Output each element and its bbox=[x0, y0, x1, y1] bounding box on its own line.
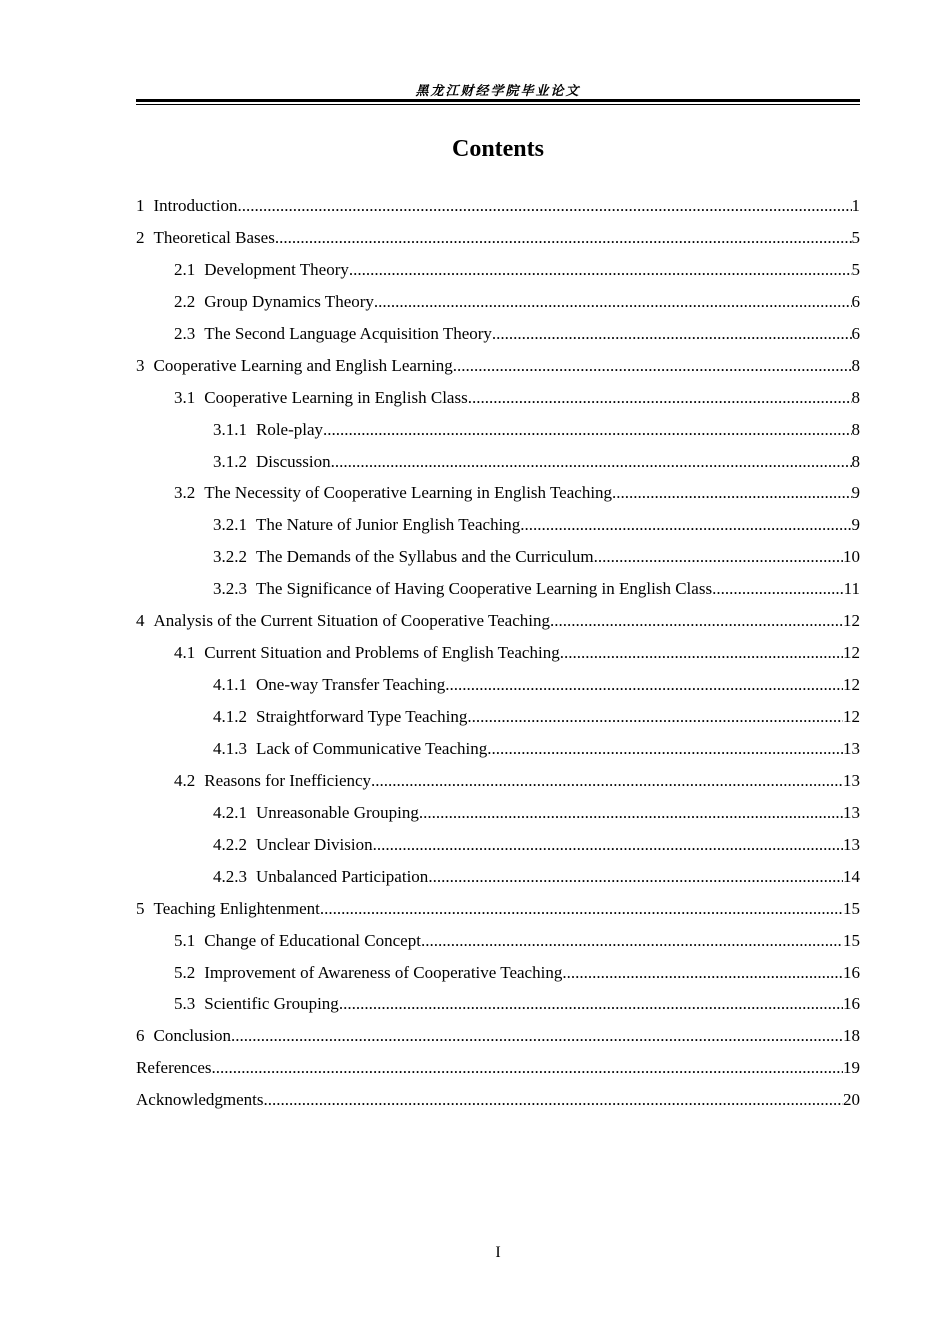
toc-entry[interactable] bbox=[136, 669, 860, 701]
toc-entry[interactable] bbox=[136, 414, 860, 446]
toc-dot-leader bbox=[467, 701, 843, 733]
toc-entry-title: The Second Language Acquisition Theory bbox=[204, 323, 492, 343]
toc-entry[interactable] bbox=[136, 765, 860, 797]
toc-entry[interactable] bbox=[136, 829, 860, 861]
toc-entry-number: 1 bbox=[136, 196, 145, 215]
toc-entry-title: Discussion bbox=[256, 451, 331, 471]
toc-dot-leader bbox=[331, 446, 852, 478]
toc-entry[interactable] bbox=[136, 605, 860, 637]
toc-entry-title: Scientific Grouping bbox=[204, 994, 339, 1014]
toc-entry[interactable] bbox=[136, 254, 860, 286]
toc-dot-leader bbox=[428, 861, 843, 893]
toc-entry-page: 11 bbox=[843, 579, 860, 599]
page-header-title: 黑龙江财经学院毕业论文 bbox=[415, 84, 581, 99]
toc-entry-number: 2.1 bbox=[174, 259, 196, 279]
toc-entry-page: 12 bbox=[843, 707, 860, 726]
toc-entry-page: 5 bbox=[851, 259, 860, 279]
toc-dot-leader bbox=[349, 254, 852, 286]
toc-entry-number: 2.2 bbox=[174, 291, 196, 311]
toc-entry-page: 15 bbox=[843, 930, 860, 950]
toc-entry-title: Unclear Division bbox=[256, 834, 373, 854]
toc-dot-leader bbox=[550, 605, 843, 637]
toc-entry-page: 13 bbox=[843, 770, 860, 790]
toc-entry-page: 13 bbox=[843, 834, 860, 854]
toc-entry-title: Improvement of Awareness of Cooperative Teaching bbox=[204, 962, 563, 982]
toc-dot-leader bbox=[560, 637, 843, 669]
toc-entry-page: 12 bbox=[843, 611, 860, 631]
toc-dot-leader bbox=[419, 797, 843, 829]
toc-entry[interactable] bbox=[136, 318, 860, 350]
toc-entry-number: 2.3 bbox=[174, 323, 196, 343]
toc-entry-title: The Nature of Junior English Teaching bbox=[256, 515, 521, 535]
toc-entry-title: References bbox=[136, 1058, 212, 1078]
toc-dot-leader bbox=[520, 509, 851, 541]
toc-entry-title: Change of Educational Concept bbox=[204, 930, 421, 950]
toc-entry-number: 4 bbox=[136, 611, 145, 631]
toc-entry-page: 18 bbox=[843, 1026, 860, 1046]
toc-dot-leader bbox=[492, 318, 852, 350]
toc-dot-leader bbox=[212, 1052, 843, 1084]
toc-entry-title: Role-play bbox=[256, 419, 324, 439]
toc-entry-title: Conclusion bbox=[153, 1026, 231, 1046]
toc-entry[interactable] bbox=[136, 190, 860, 222]
table-of-contents bbox=[136, 190, 860, 1116]
toc-entry-number: 4.2.2 bbox=[213, 834, 247, 854]
toc-entry[interactable] bbox=[136, 222, 860, 254]
header-rule-thick bbox=[136, 99, 860, 102]
toc-entry-number: 4.1.3 bbox=[213, 738, 247, 758]
toc-dot-leader bbox=[339, 988, 843, 1020]
toc-dot-leader bbox=[445, 669, 843, 701]
toc-dot-leader bbox=[320, 893, 843, 925]
toc-entry[interactable] bbox=[136, 957, 860, 989]
toc-entry-title: Introduction bbox=[153, 196, 238, 215]
toc-entry-number: 5.2 bbox=[174, 962, 196, 982]
toc-entry-page: 14 bbox=[843, 866, 860, 886]
toc-entry-number: 5 bbox=[136, 898, 145, 918]
toc-entry-page: 5 bbox=[851, 227, 860, 247]
toc-entry[interactable] bbox=[136, 988, 860, 1020]
toc-entry-page: 10 bbox=[843, 547, 860, 567]
toc-entry-title: Cooperative Learning and English Learning bbox=[153, 355, 453, 375]
toc-entry-page: 16 bbox=[843, 994, 860, 1014]
toc-entry-title: Group Dynamics Theory bbox=[204, 291, 374, 311]
toc-entry-number: 3.2 bbox=[174, 483, 196, 503]
toc-entry-page: 6 bbox=[851, 291, 860, 311]
toc-entry[interactable] bbox=[136, 893, 860, 925]
toc-entry-title: Current Situation and Problems of English Teaching bbox=[204, 643, 560, 663]
toc-entry-page: 8 bbox=[851, 355, 860, 375]
toc-entry[interactable] bbox=[136, 925, 860, 957]
toc-dot-leader bbox=[371, 765, 843, 797]
toc-entry-number: 3.2.3 bbox=[213, 579, 247, 599]
toc-entry-page: 12 bbox=[843, 675, 860, 695]
toc-entry-title: Straightforward Type Teaching bbox=[256, 707, 468, 726]
toc-entry[interactable] bbox=[136, 286, 860, 318]
toc-dot-leader bbox=[231, 1020, 843, 1052]
toc-entry-number: 3 bbox=[136, 355, 145, 375]
toc-entry-title: Acknowledgments bbox=[136, 1090, 264, 1110]
toc-dot-leader bbox=[612, 477, 851, 509]
toc-entry-number: 3.1.1 bbox=[213, 419, 247, 439]
toc-dot-leader bbox=[263, 1084, 843, 1116]
toc-entry-page: 12 bbox=[843, 643, 860, 663]
toc-entry[interactable] bbox=[136, 1020, 860, 1052]
toc-entry-number: 4.1 bbox=[174, 643, 196, 663]
toc-entry[interactable] bbox=[136, 797, 860, 829]
toc-dot-leader bbox=[562, 957, 843, 989]
toc-dot-leader bbox=[487, 733, 843, 765]
toc-entry-page: 9 bbox=[851, 515, 860, 535]
toc-entry[interactable] bbox=[136, 509, 860, 541]
toc-dot-leader bbox=[373, 829, 843, 861]
toc-entry-page: 16 bbox=[843, 962, 860, 982]
toc-entry-page: 1 bbox=[851, 196, 860, 215]
toc-entry-number: 5.3 bbox=[174, 994, 196, 1014]
toc-entry-number: 4.2.1 bbox=[213, 802, 247, 822]
toc-dot-leader bbox=[421, 925, 843, 957]
toc-entry[interactable] bbox=[136, 733, 860, 765]
toc-entry[interactable] bbox=[136, 350, 860, 382]
toc-entry-number: 6 bbox=[136, 1026, 145, 1046]
contents-heading: Contents bbox=[451, 136, 544, 162]
toc-entry-page: 19 bbox=[843, 1058, 860, 1078]
toc-entry-title: Teaching Enlightenment bbox=[153, 898, 320, 918]
toc-entry-title: Analysis of the Current Situation of Cooperative Teaching bbox=[153, 611, 550, 631]
toc-dot-leader bbox=[468, 382, 852, 414]
toc-dot-leader bbox=[453, 350, 852, 382]
toc-entry-number: 3.1.2 bbox=[213, 451, 247, 471]
toc-entry-number: 4.2.3 bbox=[213, 866, 247, 886]
header-rule-thin bbox=[136, 104, 860, 105]
toc-entry-page: 20 bbox=[843, 1090, 860, 1110]
toc-entry-title: One-way Transfer Teaching bbox=[256, 675, 446, 695]
toc-entry[interactable] bbox=[136, 1084, 860, 1116]
page-number: I bbox=[495, 1244, 501, 1261]
toc-entry-number: 4.2 bbox=[174, 770, 196, 790]
toc-entry-title: Reasons for Inefficiency bbox=[204, 770, 372, 790]
toc-entry[interactable] bbox=[136, 477, 860, 509]
toc-entry-number: 5.1 bbox=[174, 930, 196, 950]
toc-entry[interactable] bbox=[136, 446, 860, 478]
toc-dot-leader bbox=[374, 286, 852, 318]
toc-entry-number: 4.1.1 bbox=[213, 675, 247, 695]
toc-entry-page: 8 bbox=[851, 451, 860, 471]
toc-entry[interactable] bbox=[136, 1052, 860, 1084]
toc-entry-title: Theoretical Bases bbox=[153, 227, 275, 247]
toc-entry-number: 3.2.1 bbox=[213, 515, 247, 535]
toc-dot-leader bbox=[594, 541, 843, 573]
toc-entry-title: Lack of Communicative Teaching bbox=[256, 738, 488, 758]
toc-entry[interactable] bbox=[136, 573, 860, 605]
toc-entry-page: 9 bbox=[851, 483, 860, 503]
toc-dot-leader bbox=[275, 222, 852, 254]
toc-entry-title: Cooperative Learning in English Class bbox=[204, 387, 468, 407]
toc-entry[interactable] bbox=[136, 637, 860, 669]
toc-entry[interactable] bbox=[136, 701, 860, 733]
toc-entry-number: 4.1.2 bbox=[213, 707, 247, 726]
toc-dot-leader bbox=[712, 573, 844, 605]
toc-entry-page: 8 bbox=[851, 419, 860, 439]
toc-dot-leader bbox=[238, 190, 852, 222]
toc-entry-title: The Necessity of Cooperative Learning in English Teaching bbox=[204, 483, 613, 503]
toc-entry-page: 15 bbox=[843, 898, 860, 918]
toc-entry-number: 3.2.2 bbox=[213, 547, 247, 567]
toc-entry-page: 13 bbox=[843, 802, 860, 822]
toc-entry-title: Unreasonable Grouping bbox=[256, 802, 419, 822]
toc-entry-title: The Demands of the Syllabus and the Curriculum bbox=[256, 547, 594, 567]
toc-entry-title: Unbalanced Participation bbox=[256, 866, 429, 886]
toc-entry[interactable] bbox=[136, 382, 860, 414]
toc-entry[interactable] bbox=[136, 541, 860, 573]
toc-dot-leader bbox=[323, 414, 851, 446]
toc-entry-number: 2 bbox=[136, 227, 145, 247]
toc-entry-page: 13 bbox=[843, 738, 860, 758]
toc-entry-title: The Significance of Having Cooperative Learning in English Class bbox=[256, 579, 713, 599]
toc-entry-page: 8 bbox=[851, 387, 860, 407]
toc-entry-title: Development Theory bbox=[204, 259, 349, 279]
toc-entry[interactable] bbox=[136, 861, 860, 893]
toc-entry-number: 3.1 bbox=[174, 387, 196, 407]
toc-entry-page: 6 bbox=[851, 323, 860, 343]
